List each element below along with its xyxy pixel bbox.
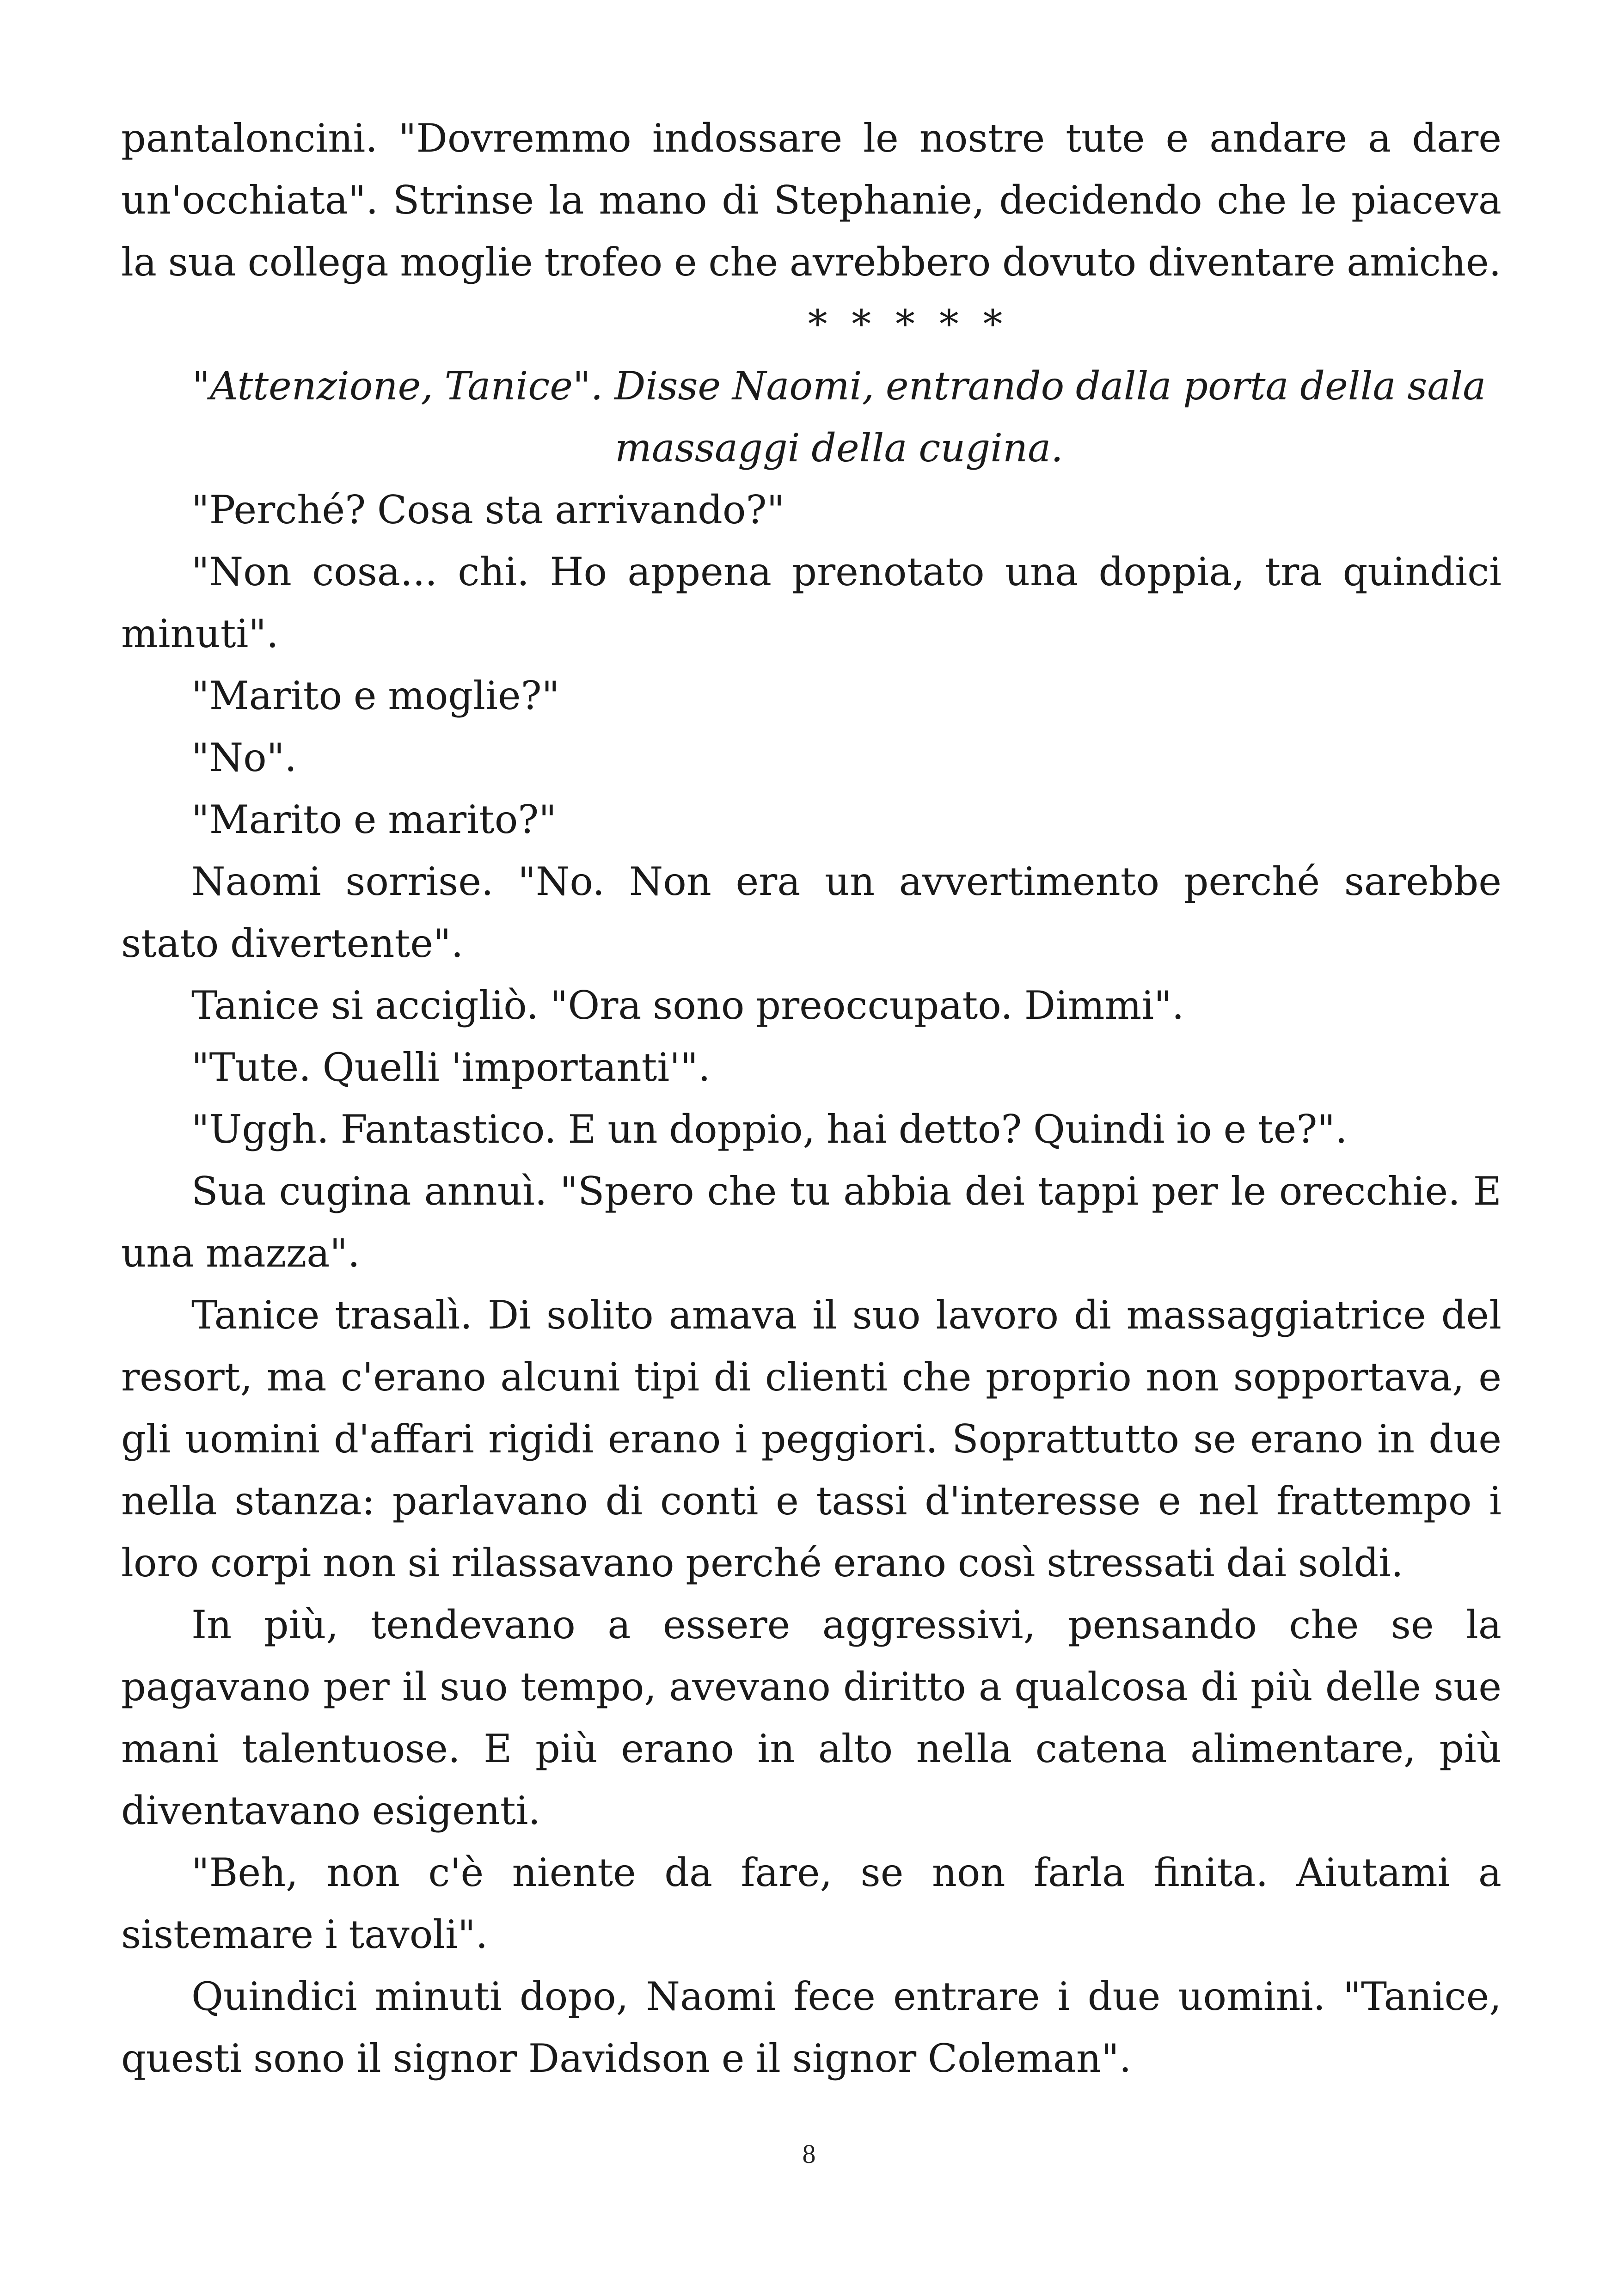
paragraph: In più, tendevano a essere aggressivi, pensando che se la pagavano per il suo tempo, avevano diritto a qualcosa di più delle sue mani talentuose. E più erano in alto nella catena alimentare, più diventavano esigenti.	[121, 1602, 1502, 1833]
paragraph: "Marito e moglie?"	[191, 673, 560, 718]
paragraph: "Non cosa... chi. Ho appena prenotato una doppia, tra quindici minuti".	[121, 549, 1502, 656]
paragraph: "Uggh. Fantastico. E un doppio, hai detto? Quindi io e te?".	[191, 1107, 1348, 1152]
paragraph: "Tute. Quelli 'importanti'".	[191, 1045, 711, 1090]
paragraph: Quindici minuti dopo, Naomi fece entrare i due uomini. "Tanice, questi sono il signor Davidson e il signor Coleman".	[121, 1974, 1502, 2081]
paragraph: Tanice si accigliò. "Ora sono preoccupato. Dimmi".	[191, 983, 1184, 1028]
italic-scene-opening: "Attenzione, Tanice". Disse Naomi, entrando dalla porta della sala massaggi della cugina.	[192, 363, 1486, 471]
paragraph: "Perché? Cosa sta arrivando?"	[191, 487, 785, 533]
scene-separator: * * * * *	[808, 301, 1009, 347]
paragraph: "No".	[191, 735, 297, 780]
paragraph: Naomi sorrise. "No. Non era un avvertimento perché sarebbe stato divertente".	[121, 859, 1502, 966]
paragraph: Tanice trasalì. Di solito amava il suo lavoro di massaggiatrice del resort, ma c'erano alcuni tipi di clienti che proprio non sopportava, e gli uomini d'affari rigidi erano i peggiori. Soprattutto se erano in due nella stanza: parlavano di conti e tassi d'interesse e nel frattempo i loro corpi non si rilassavano perché erano così stressati dai soldi.	[121, 1292, 1502, 1586]
page-number: 8	[802, 2139, 816, 2169]
opening-paragraph: pantaloncini. "Dovremmo indossare le nostre tute e andare a dare un'occhiata". Strinse la mano di Stephanie, decidendo che le piaceva la sua collega moglie trofeo e che avrebbero dovuto diventare amiche.	[121, 116, 1502, 285]
paragraph: Sua cugina annuì. "Spero che tu abbia dei tappi per le orecchie. E una mazza".	[121, 1169, 1502, 1276]
body-text	[121, 107, 1502, 2089]
paragraph: "Marito e marito?"	[191, 797, 557, 842]
paragraph: "Beh, non c'è niente da fare, se non farla finita. Aiutami a sistemare i tavoli".	[121, 1850, 1502, 1957]
